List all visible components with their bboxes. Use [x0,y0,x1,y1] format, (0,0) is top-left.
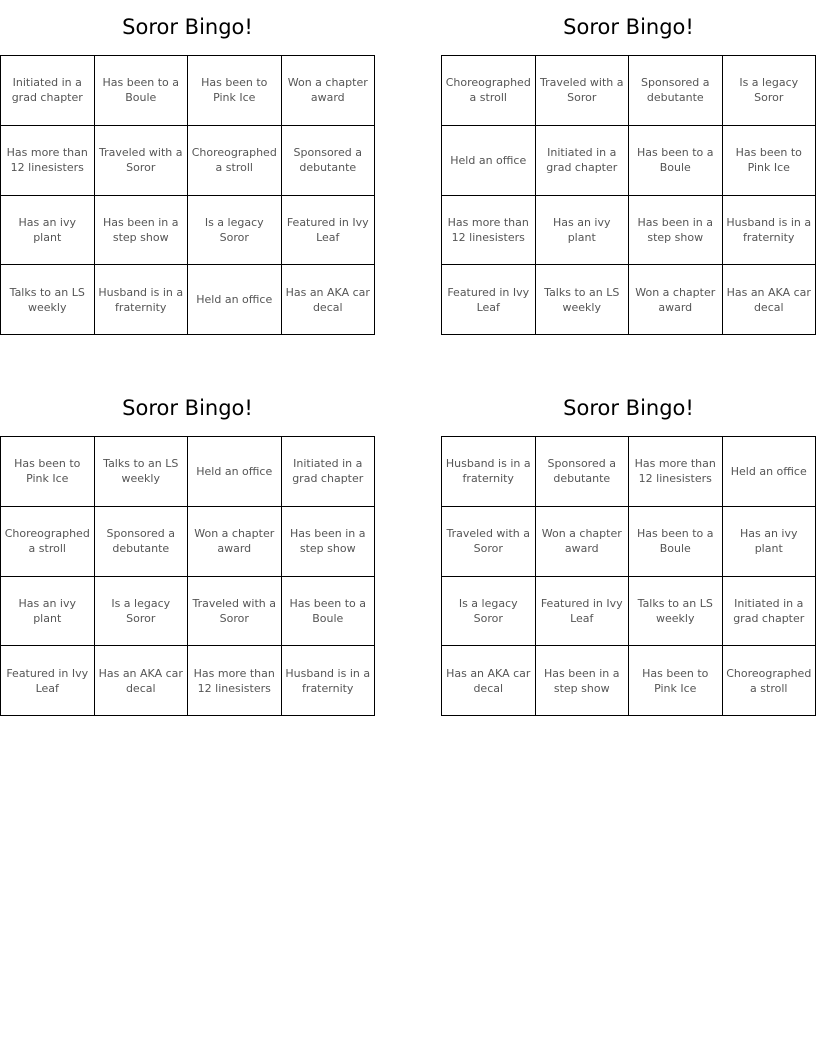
bingo-cell: Has been to Pink Ice [188,56,282,126]
bingo-cell: Won a chapter award [188,507,282,577]
bingo-grid [0,436,375,716]
bingo-grid [441,55,816,335]
bingo-cell: Husband is in a fraternity [442,437,536,507]
bingo-cell: Choreographed a stroll [723,646,816,716]
bingo-cell: Has been in a step show [536,646,630,716]
bingo-grid [0,55,375,335]
bingo-cell: Held an office [442,126,536,196]
bingo-cell: Has been to Pink Ice [723,126,816,196]
bingo-cell: Has an AKA car decal [282,265,376,335]
bingo-cell: Is a legacy Soror [95,577,189,647]
bingo-cell: Featured in Ivy Leaf [442,265,536,335]
bingo-cell: Is a legacy Soror [188,196,282,266]
bingo-cell: Has been to a Boule [629,507,723,577]
bingo-cell: Has been in a step show [95,196,189,266]
bingo-cell: Has an ivy plant [536,196,630,266]
bingo-cell: Has been to a Boule [629,126,723,196]
bingo-cell: Has more than 12 linesisters [442,196,536,266]
bingo-cell: Has more than 12 linesisters [1,126,95,196]
bingo-cell: Initiated in a grad chapter [282,437,376,507]
bingo-cell: Featured in Ivy Leaf [282,196,376,266]
bingo-cell: Has been to Pink Ice [1,437,95,507]
bingo-cell: Featured in Ivy Leaf [536,577,630,647]
bingo-cell: Sponsored a debutante [95,507,189,577]
bingo-cell: Featured in Ivy Leaf [1,646,95,716]
bingo-cell: Held an office [188,265,282,335]
bingo-cell: Won a chapter award [536,507,630,577]
bingo-cell: Is a legacy Soror [723,56,816,126]
bingo-cell: Won a chapter award [282,56,376,126]
bingo-cell: Choreographed a stroll [1,507,95,577]
bingo-cell: Initiated in a grad chapter [536,126,630,196]
bingo-cell: Has an AKA car decal [442,646,536,716]
bingo-cell: Has been to a Boule [282,577,376,647]
bingo-cell: Sponsored a debutante [629,56,723,126]
bingo-cell: Has more than 12 linesisters [188,646,282,716]
bingo-cell: Has an ivy plant [1,577,95,647]
bingo-cell: Won a chapter award [629,265,723,335]
card-title: Soror Bingo! [563,396,694,420]
bingo-cell: Husband is in a fraternity [282,646,376,716]
bingo-cell: Talks to an LS weekly [1,265,95,335]
bingo-cell: Held an office [188,437,282,507]
card-title: Soror Bingo! [122,15,253,39]
bingo-cell: Husband is in a fraternity [723,196,816,266]
bingo-cell: Sponsored a debutante [536,437,630,507]
bingo-cell: Has been to a Boule [95,56,189,126]
bingo-cell: Initiated in a grad chapter [723,577,816,647]
bingo-cell: Has an AKA car decal [95,646,189,716]
card-title: Soror Bingo! [563,15,694,39]
bingo-cell: Has been in a step show [282,507,376,577]
bingo-cell: Initiated in a grad chapter [1,56,95,126]
bingo-cell: Has an ivy plant [723,507,816,577]
bingo-cell: Choreographed a stroll [442,56,536,126]
bingo-cell: Traveled with a Soror [95,126,189,196]
bingo-cell: Has an ivy plant [1,196,95,266]
bingo-cell: Has an AKA car decal [723,265,816,335]
bingo-cell: Has been in a step show [629,196,723,266]
bingo-cell: Has more than 12 linesisters [629,437,723,507]
bingo-cell: Traveled with a Soror [188,577,282,647]
bingo-grid [441,436,816,716]
bingo-cell: Talks to an LS weekly [629,577,723,647]
bingo-cell: Traveled with a Soror [536,56,630,126]
bingo-cell: Sponsored a debutante [282,126,376,196]
bingo-cell: Held an office [723,437,816,507]
bingo-cell: Talks to an LS weekly [95,437,189,507]
bingo-cell: Choreographed a stroll [188,126,282,196]
bingo-cell: Traveled with a Soror [442,507,536,577]
bingo-cell: Husband is in a fraternity [95,265,189,335]
card-title: Soror Bingo! [122,396,253,420]
bingo-cell: Is a legacy Soror [442,577,536,647]
bingo-cell: Talks to an LS weekly [536,265,630,335]
bingo-cell: Has been to Pink Ice [629,646,723,716]
